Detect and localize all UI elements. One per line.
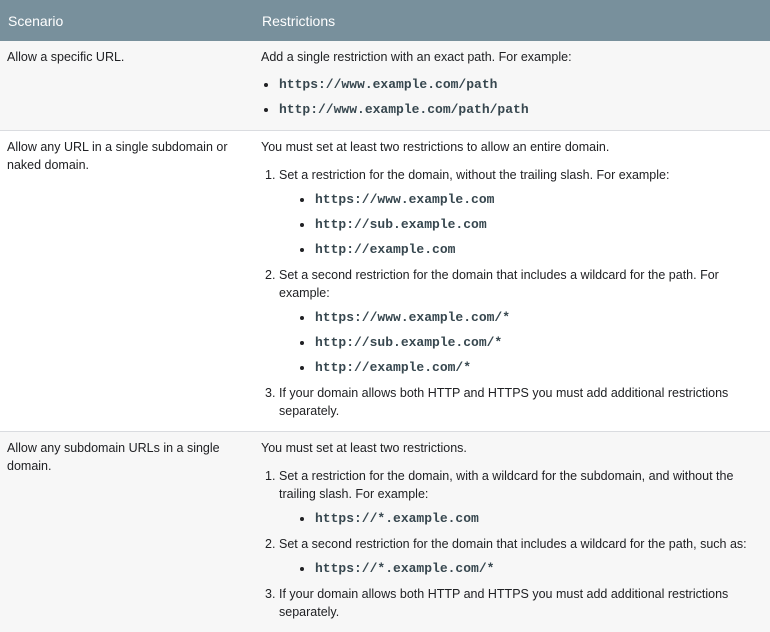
restrictions-cell — [254, 432, 770, 632]
example-list — [279, 510, 762, 528]
restrictions-cell — [254, 131, 770, 432]
step-item — [261, 467, 762, 528]
step-number: 3. — [265, 384, 275, 402]
table-row — [0, 432, 770, 632]
header-scenario: Scenario — [0, 0, 254, 41]
example-list — [279, 560, 762, 578]
restriction-intro: Add a single restriction with an exact path. For example: — [261, 48, 762, 66]
example-list — [279, 309, 762, 377]
table-row — [0, 131, 770, 432]
step-item — [261, 166, 762, 259]
example-list — [279, 191, 762, 259]
step-number: 2. — [265, 535, 275, 553]
steps-list — [261, 166, 762, 420]
step-item — [261, 585, 762, 621]
example-url: http://sub.example.com — [297, 216, 762, 234]
restriction-intro: You must set at least two restrictions to allow an entire domain. — [261, 138, 762, 156]
step-number: 2. — [265, 266, 275, 284]
example-url: http://sub.example.com/* — [297, 334, 762, 352]
step-item — [261, 266, 762, 377]
example-url: https://www.example.com — [297, 191, 762, 209]
scenario-cell: Allow any subdomain URLs in a single domain. — [0, 432, 254, 632]
example-url: https://*.example.com/* — [297, 560, 762, 578]
table-header-row — [0, 0, 770, 41]
example-list — [261, 76, 762, 119]
restriction-intro: You must set at least two restrictions. — [261, 439, 762, 457]
step-number: 1. — [265, 166, 275, 184]
step-item — [261, 384, 762, 420]
table-row — [0, 41, 770, 131]
scenario-cell: Allow a specific URL. — [0, 41, 254, 131]
step-text: Set a second restriction for the domain that includes a wildcard for the path. For example: — [279, 268, 719, 300]
step-text: Set a second restriction for the domain that includes a wildcard for the path, such as: — [279, 537, 747, 551]
example-url: https://www.example.com/path — [261, 76, 762, 94]
step-text: If your domain allows both HTTP and HTTPS you must add additional restrictions separately. — [279, 587, 728, 619]
restrictions-cell — [254, 41, 770, 131]
scenario-cell: Allow any URL in a single subdomain or naked domain. — [0, 131, 254, 432]
step-number: 3. — [265, 585, 275, 603]
example-url: http://example.com — [297, 241, 762, 259]
header-restrictions: Restrictions — [254, 0, 770, 41]
step-text: Set a restriction for the domain, with a wildcard for the subdomain, and without the trailing slash. For example: — [279, 469, 733, 501]
step-text: Set a restriction for the domain, without the trailing slash. For example: — [279, 168, 669, 182]
step-item — [261, 535, 762, 578]
step-number: 1. — [265, 467, 275, 485]
step-text: If your domain allows both HTTP and HTTPS you must add additional restrictions separately. — [279, 386, 728, 418]
example-url: http://example.com/* — [297, 359, 762, 377]
example-url: https://www.example.com/* — [297, 309, 762, 327]
example-url: http://www.example.com/path/path — [261, 101, 762, 119]
example-url: https://*.example.com — [297, 510, 762, 528]
steps-list — [261, 467, 762, 621]
